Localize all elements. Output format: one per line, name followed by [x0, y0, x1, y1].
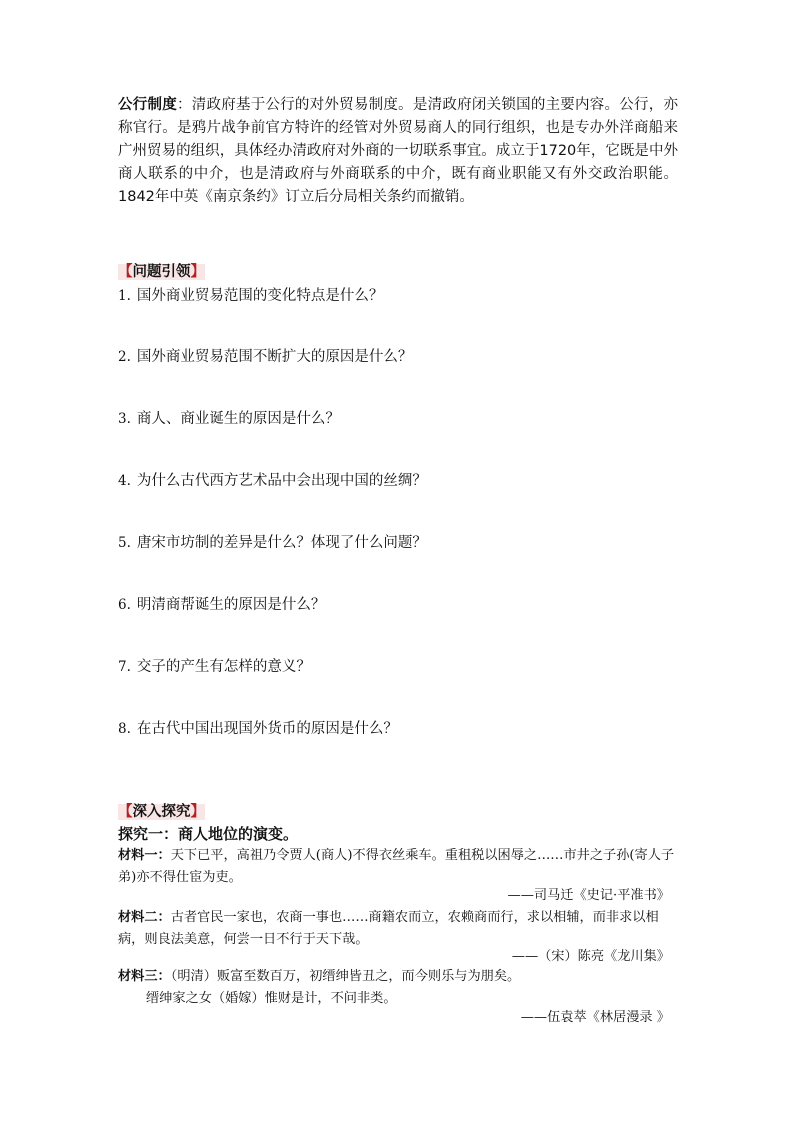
question-item — [118, 595, 325, 615]
question-number: 2. — [118, 349, 131, 365]
material-three-continued: 缙绅家之女（婚嫁）惟财是计，不问非类。 — [146, 991, 397, 1006]
question-text: 交子的产生有怎样的意义？ — [136, 659, 311, 675]
material-one-source: ——司马迁《史记·平准书》 — [507, 888, 670, 903]
questions-title-text: 问题引领 — [132, 264, 191, 280]
bracket-open: 【 — [118, 264, 133, 280]
material-label: 材料三： — [118, 969, 171, 984]
question-item — [118, 286, 383, 306]
material-one — [118, 845, 678, 889]
questions-section-title — [118, 262, 205, 282]
question-text: 在古代中国出现国外货币的原因是什么？ — [136, 721, 398, 737]
explore-subtitle: 探究一：商人地位的演变。 — [118, 825, 299, 843]
bracket-close: 】 — [190, 264, 205, 280]
intro-term: 公行制度 — [118, 97, 177, 113]
question-number: 8. — [118, 721, 131, 737]
bracket-open: 【 — [118, 804, 133, 820]
intro-paragraph — [118, 94, 678, 209]
intro-text: ：清政府基于公行的对外贸易制度。是清政府闭关锁国的主要内容。公行，亦称官行。是鸦片战争前官方特许的经管对外贸易商人的同行组织，也是专办外洋商船来广州贸易的组织，具体经办清政府对外商的一切联系事宜。成立于1720年，它既是中外商人联系的中介，也是清政府与外商联系的中介，既有商业职能又有外交政治职能。1842年中英《南京条约》订立后分局相关条约而撤销。 — [118, 97, 679, 205]
explore-section-title — [118, 802, 205, 822]
question-item — [118, 409, 340, 429]
question-number: 6. — [118, 597, 131, 613]
question-text: 唐宋市坊制的差异是什么？体现了什么问题？ — [136, 535, 427, 551]
question-text: 商人、商业诞生的原因是什么？ — [136, 411, 340, 427]
question-number: 4. — [118, 473, 131, 489]
material-three-source: ——伍袁萃《林居漫录 》 — [520, 1010, 670, 1025]
question-number: 7. — [118, 659, 131, 675]
material-two — [118, 907, 678, 951]
bracket-close: 】 — [190, 804, 205, 820]
question-text: 国外商业贸易范围的变化特点是什么？ — [136, 288, 384, 304]
question-text: 明清商帮诞生的原因是什么？ — [136, 597, 326, 613]
material-label: 材料二： — [118, 910, 171, 925]
question-item — [118, 471, 427, 491]
question-item — [118, 719, 398, 739]
material-text: 天下已平，高祖乃令贾人(商人)不得衣丝乘车。重租税以困辱之……市井之子孙(寄人子弟)亦不得仕宦为吏。 — [118, 848, 675, 885]
material-two-source: ——（宋）陈亮《龙川集》 — [511, 949, 670, 964]
question-number: 1. — [118, 288, 131, 304]
material-text: （明清）贩富至数百万，初缙绅皆丑之，而今则乐与为朋矣。 — [170, 969, 521, 984]
material-label: 材料一： — [118, 848, 171, 863]
explore-title-text: 深入探究 — [132, 804, 191, 820]
question-text: 为什么古代西方艺术品中会出现中国的丝绸？ — [136, 473, 427, 489]
question-item — [118, 533, 427, 553]
material-three — [118, 966, 678, 988]
question-text: 国外商业贸易范围不断扩大的原因是什么？ — [136, 349, 413, 365]
material-text: 古者官民一家也，农商一事也……商籍农而立，农赖商而行，求以相辅，而非求以相病，则良法美意，何尝一日不行于天下哉。 — [118, 910, 659, 947]
question-item — [118, 347, 412, 367]
question-number: 5. — [118, 535, 131, 551]
question-item — [118, 657, 311, 677]
question-number: 3. — [118, 411, 131, 427]
